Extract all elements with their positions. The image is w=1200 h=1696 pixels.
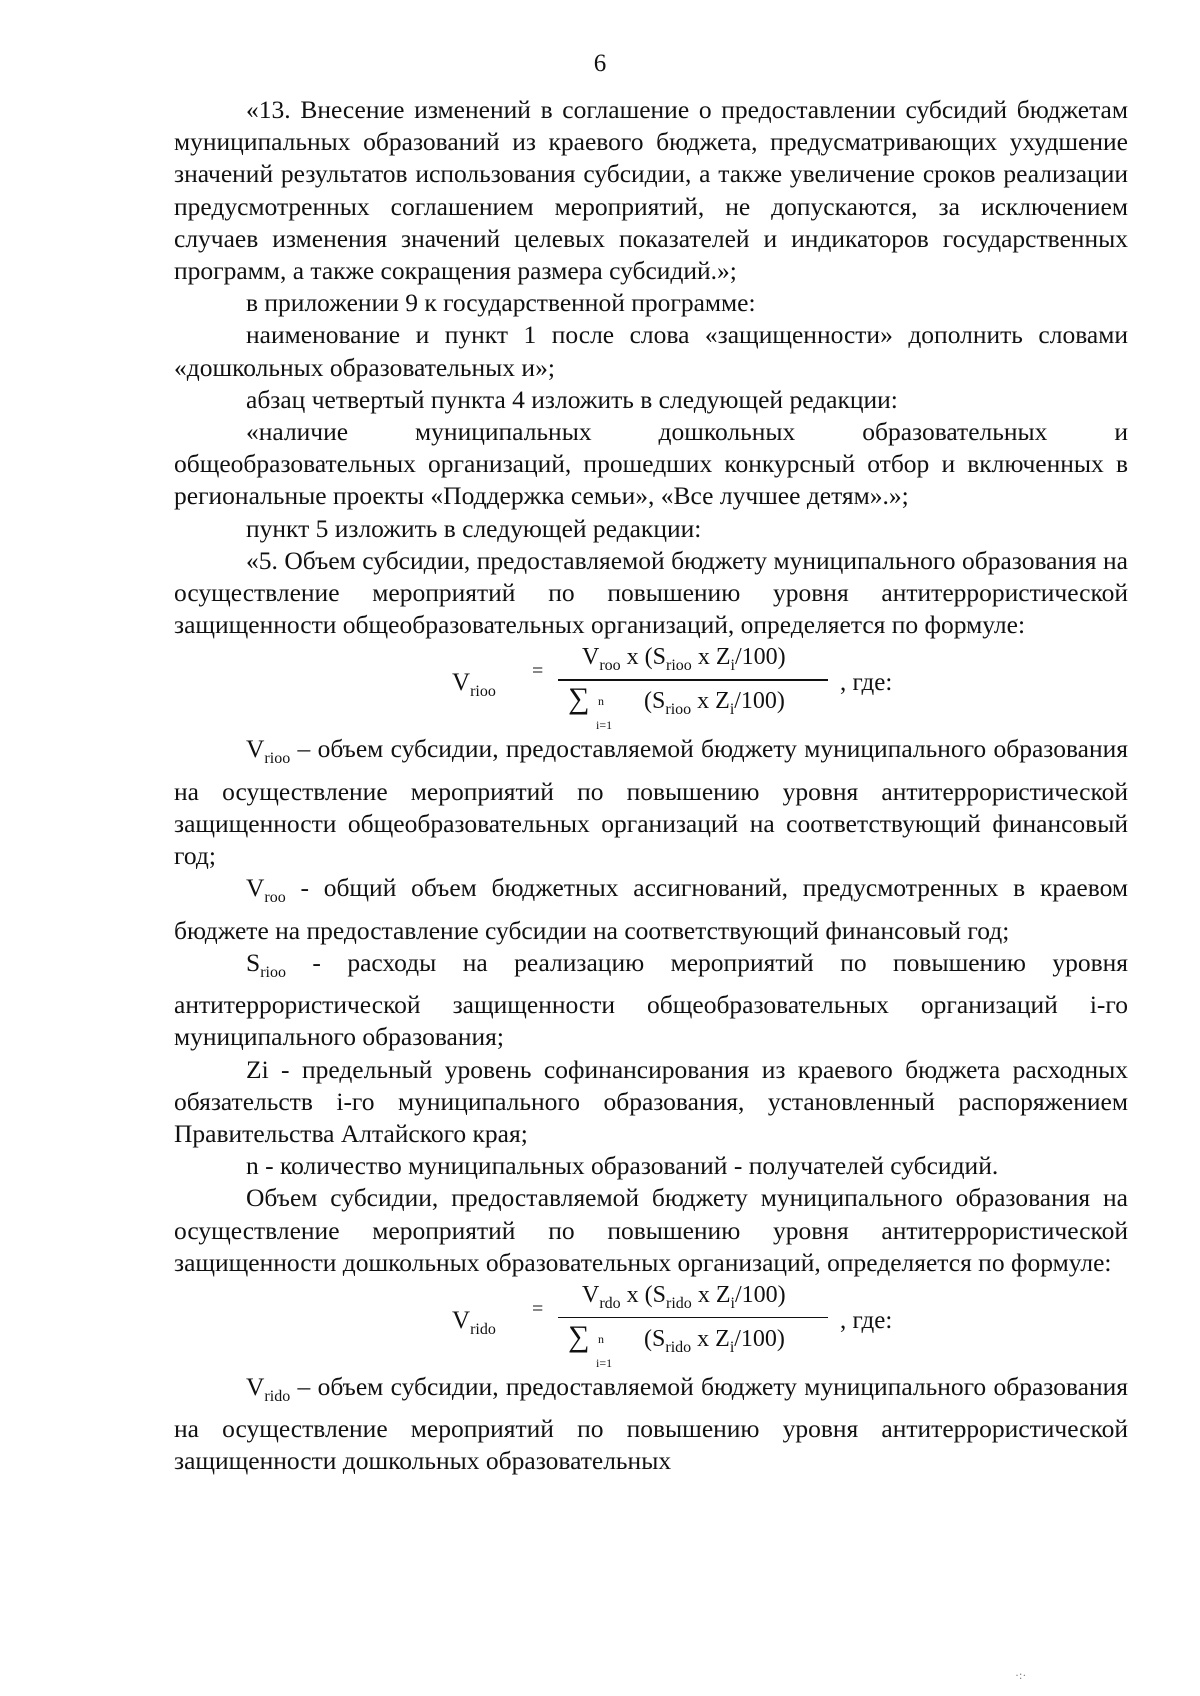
paragraph-name-item-1: наименование и пункт 1 после слова «защищенности» дополнить словами «дошкольных образовательных и»; [174, 320, 1128, 382]
document-body [174, 94, 1128, 1478]
definition-n: n - количество муниципальных образований - получателей субсидий. [246, 1151, 999, 1181]
paragraph-preschool: Объем субсидии, предоставляемой бюджету муниципального образования на осуществление мероприятий по повышению уровня антитеррористической защищенности дошкольных образовательных организаций, определяется по формуле: [174, 1183, 1128, 1277]
scan-artifact: ·:· [1015, 1668, 1027, 1682]
formula-vrido [174, 1279, 1128, 1371]
formula-lhs: $V_{rido}$ [452, 1306, 496, 1338]
fraction-line [558, 679, 828, 681]
paragraph-item5-text: «5. Объем субсидии, предоставляемой бюджету муниципального образования на осуществление мероприятий по повышению уровня антитеррористической защищенности общеобразовательных организаций, определяется по формуле: [174, 545, 1128, 640]
paragraph-13: «13. Внесение изменений в соглашение о предоставлении субсидий бюджетам муниципальных образований из краевого бюджета, предусматривающих ухудшение значений результатов использования субсидии, а также увеличение сроков реализации предусмотренных соглашением мероприятий, не допускаются, за исключением случаев изменения значений целевых показателей и индикаторов государственных программ, а также сокращения размера субсидий.»; [174, 95, 1128, 286]
formula-equals: = [532, 1297, 544, 1320]
formula-vrioo [174, 641, 1128, 733]
formula-denominator: ($S_{rido}$ x $Z_i/100$) [644, 1325, 785, 1356]
sigma-lower: i=1 [596, 1355, 613, 1370]
definition-vrioo: $V_{rioo}$ – объем субсидии, предоставляемой бюджету муниципального образования на осуществление мероприятий по повышению уровня антитеррористической защищенности общеобразовательных организаций на соответствующий финансовый год; [174, 734, 1128, 871]
sigma-symbol: ∑ [568, 682, 590, 716]
formula-equals: = [532, 660, 544, 683]
paragraph-para4-intro: абзац четвертый пункта 4 изложить в следующей редакции: [246, 384, 898, 414]
definition-zi: Zi - предельный уровень софинансирования из краевого бюджета расходных обязательств i-го муниципального образования, установленный распоряжением Правительства Алтайского края; [174, 1054, 1128, 1148]
sigma-upper: n [598, 1331, 604, 1346]
sigma-symbol: ∑ [568, 1319, 590, 1353]
sigma-upper: n [598, 694, 604, 709]
formula-numerator: $V_{roo}$ x ($S_{rioo}$ x $Z_i/100$) [582, 644, 786, 675]
sigma-lower: i=1 [596, 718, 613, 733]
definition-vrido: $V_{rido}$ – объем субсидии, предоставляемой бюджету муниципального образования на осуществление мероприятий по повышению уровня антитеррористической защищенности дошкольных образовательных [174, 1371, 1128, 1476]
formula-numerator: $V_{rdo}$ x ($S_{rido}$ x $Z_i/100$) [582, 1281, 786, 1312]
formula-where: , где: [840, 669, 893, 697]
paragraph-item5-intro: пункт 5 изложить в следующей редакции: [246, 513, 702, 543]
formula-lhs: $V_{rioo}$ [452, 669, 496, 701]
paragraph-appendix-9: в приложении 9 к государственной программе: [246, 288, 756, 318]
definition-srioo: $S_{rioo}$ - расходы на реализацию мероприятий по повышению уровня антитеррористической защищенности общеобразовательных организаций i-го муниципального образования; [174, 947, 1128, 1052]
fraction-line [558, 1317, 828, 1319]
formula-denominator: ($S_{rioo}$ x $Z_i/100$) [644, 688, 785, 719]
formula-where: , где: [840, 1306, 893, 1334]
paragraph-para4-text: «наличие муниципальных дошкольных образовательных и общеобразовательных организаций, прошедших конкурсный отбор и включенных в региональные проекты «Поддержка семьи», «Все лучшее детям».»; [174, 417, 1128, 511]
page-number: 6 [593, 50, 607, 77]
definition-vroo: $V_{roo}$ - общий объем бюджетных ассигнований, предусмотренных в краевом бюджете на предоставление субсидии на соответствующий финансовый год; [174, 873, 1128, 945]
